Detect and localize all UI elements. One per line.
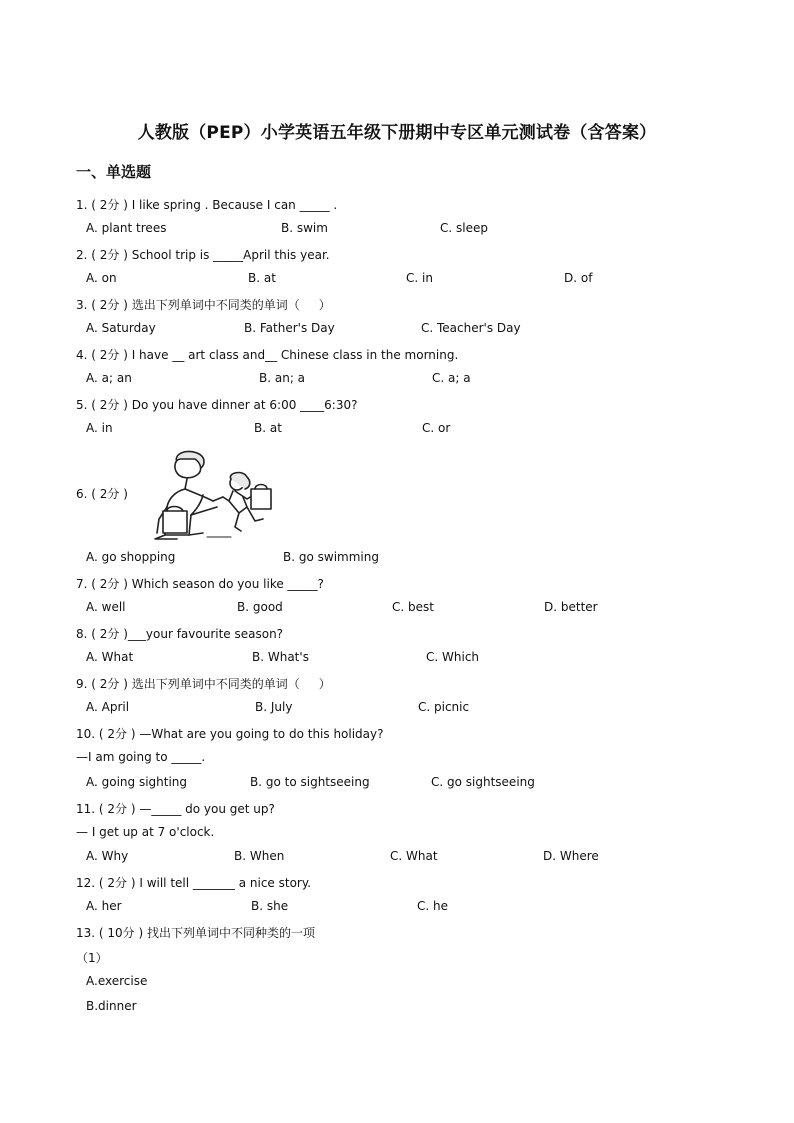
q9-option-c: C. picnic bbox=[418, 700, 470, 714]
question-10-stem: 10. ( 2分 ) —What are you going to do this holiday? bbox=[76, 727, 384, 741]
question-13-sub-label: （1） bbox=[76, 951, 108, 965]
question-2-stem: 2. ( 2分 ) School trip is _____April this year. bbox=[76, 248, 330, 262]
q7-option-a: A. well bbox=[86, 600, 126, 614]
q1-option-a: A. plant trees bbox=[86, 221, 167, 235]
question-3-stem: 3. ( 2分 ) 选出下列单词中不同类的单词（ ） bbox=[76, 298, 331, 312]
question-12-stem: 12. ( 2分 ) I will tell _______ a nice story. bbox=[76, 876, 312, 890]
q7-option-b: B. good bbox=[237, 600, 283, 614]
question-4-stem: 4. ( 2分 ) I have __ art class and__ Chinese class in the morning. bbox=[76, 348, 459, 362]
q9-option-a: A. April bbox=[86, 700, 130, 714]
question-13-stem: 13. ( 10分 ) 找出下列单词中不同种类的一项 bbox=[76, 926, 315, 940]
q6-option-b: B. go swimming bbox=[283, 550, 379, 564]
q7-option-c: C. best bbox=[392, 600, 434, 614]
q12-option-b: B. she bbox=[251, 899, 289, 913]
q3-option-a: A. Saturday bbox=[86, 321, 156, 335]
q11-option-a: A. Why bbox=[86, 849, 129, 863]
q4-option-b: B. an; a bbox=[259, 371, 306, 385]
q12-option-c: C. he bbox=[417, 899, 448, 913]
q4-option-a: A. a; an bbox=[86, 371, 132, 385]
q1-option-b: B. swim bbox=[281, 221, 328, 235]
q6-option-a: A. go shopping bbox=[86, 550, 176, 564]
q3-option-c: C. Teacher's Day bbox=[421, 321, 521, 335]
q10-option-a: A. going sighting bbox=[86, 775, 188, 789]
q5-option-a: A. in bbox=[86, 421, 113, 435]
page-title: 人教版（PEP）小学英语五年级下册期中专区单元测试卷（含答案） bbox=[137, 123, 657, 143]
section-heading: 一、单选题 bbox=[76, 163, 152, 181]
q1-option-c: C. sleep bbox=[440, 221, 488, 235]
q13-item-a: A.exercise bbox=[86, 974, 148, 988]
q13-item-b: B.dinner bbox=[86, 999, 137, 1013]
q2-option-a: A. on bbox=[86, 271, 117, 285]
q8-option-c: C. Which bbox=[426, 650, 480, 664]
q10-option-c: C. go sightseeing bbox=[431, 775, 535, 789]
q2-option-c: C. in bbox=[406, 271, 433, 285]
q9-option-b: B. July bbox=[255, 700, 293, 714]
question-10-line2: —I am going to _____. bbox=[76, 750, 206, 764]
question-1-stem: 1. ( 2分 ) I like spring . Because I can _____ . bbox=[76, 198, 338, 212]
question-9-stem: 9. ( 2分 ) 选出下列单词中不同类的单词（ ） bbox=[76, 677, 331, 691]
shopping-illustration bbox=[147, 449, 285, 541]
q4-option-c: C. a; a bbox=[432, 371, 471, 385]
q10-option-b: B. go to sightseeing bbox=[250, 775, 370, 789]
q11-option-b: B. When bbox=[234, 849, 285, 863]
q11-option-d: D. Where bbox=[543, 849, 599, 863]
question-11-line2: — I get up at 7 o'clock. bbox=[76, 825, 215, 839]
q5-option-c: C. or bbox=[422, 421, 451, 435]
q8-option-a: A. What bbox=[86, 650, 134, 664]
question-6-stem: 6. ( 2分 ) bbox=[76, 487, 128, 501]
question-11-stem: 11. ( 2分 ) —_____ do you get up? bbox=[76, 802, 275, 816]
question-8-stem: 8. ( 2分 )___your favourite season? bbox=[76, 627, 284, 641]
q5-option-b: B. at bbox=[254, 421, 282, 435]
q7-option-d: D. better bbox=[544, 600, 598, 614]
q12-option-a: A. her bbox=[86, 899, 122, 913]
q8-option-b: B. What's bbox=[252, 650, 309, 664]
q3-option-b: B. Father's Day bbox=[244, 321, 335, 335]
question-5-stem: 5. ( 2分 ) Do you have dinner at 6:00 ____6:30? bbox=[76, 398, 358, 412]
question-7-stem: 7. ( 2分 ) Which season do you like _____? bbox=[76, 577, 324, 591]
q2-option-b: B. at bbox=[248, 271, 276, 285]
q11-option-c: C. What bbox=[390, 849, 438, 863]
q2-option-d: D. of bbox=[564, 271, 593, 285]
